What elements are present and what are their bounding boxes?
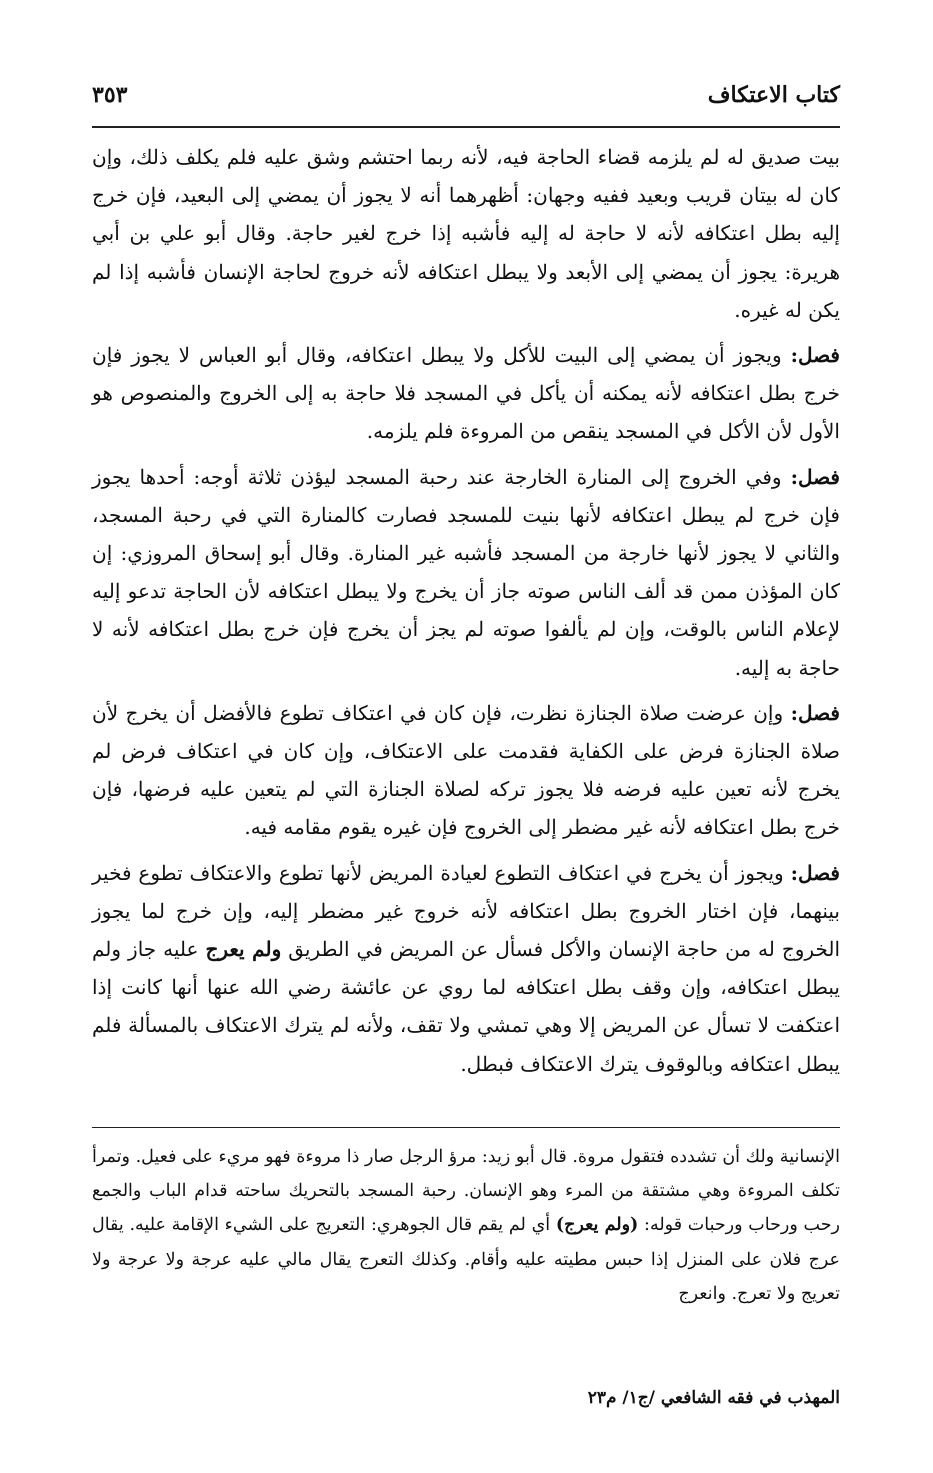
page-header bbox=[92, 82, 840, 116]
paragraph-2: فصل: ويجوز أن يمضي إلى البيت للأكل ولا يبطل اعتكافه، وقال أبو العباس لا يجوز فإن خرج بطل اعتكافه لأنه يمكنه أن يأكل في المسجد فلا حاجة به إلى الخروج والمنصوص هو الأول لأن الأكل في المسجد ينقص من المروءة فلم يلزمه. bbox=[92, 343, 840, 444]
footnote-text: الإنسانية ولك أن تشدده فتقول مروة. قال أبو زيد: مرؤ الرجل صار ذا مروءة فهو مريء على فعيل. وتمرأ تكلف المروءة وهي مشتقة من المرء وهو الإنسان. رحبة المسجد بالتحريك ساحته قدام الباب والجمع رحب ورحاب ورحبات قوله: (ولم يعرج) أي لم يقم قال الجوهري: التعريج على الشيء الإقامة عليه. يقال عرج فلان على المنزل إذا حبس مطيته عليه وأقام. وكذلك التعرج يقال مالي عليه عرجة ولا عرجة ولا تعريج ولا تعرج. وانعرج bbox=[92, 1147, 840, 1304]
header-divider bbox=[92, 126, 840, 128]
section-lead: فصل: bbox=[790, 464, 840, 489]
footnote bbox=[92, 1140, 840, 1311]
chapter-title: كتاب الاعتكاف bbox=[707, 82, 840, 108]
section-lead: فصل: bbox=[790, 860, 840, 885]
section-lead: فصل: bbox=[790, 343, 840, 368]
paragraph-1: بيت صديق له لم يلزمه قضاء الحاجة فيه، لأنه ربما احتشم وشق عليه فلم يكلف ذلك، وإن كان له بيتان قريب وبعيد ففيه وجهان: أظهرهما أنه لا يجوز أن يمضي إلى البعيد، فإن خرج إليه بطل اعتكافه لأنه لا حاجة له إليه فأشبه إذا خرج لغير حاجة. وقال أبو علي بن أبي هريرة: يجوز أن يمضي إلى الأبعد ولا يبطل اعتكافه لأنه خروج لحاجة الإنسان فأشبه إذا لم يكن له غيره. bbox=[92, 145, 840, 322]
paragraph-4: فصل: وإن عرضت صلاة الجنازة نظرت، فإن كان في اعتكاف تطوع فالأفضل أن يخرج لأن صلاة الجنازة فرض على الكفاية فقدمت على الاعتكاف، وإن كان في اعتكاف فرض لم يخرج لأنه تعين عليه فرضه فلا يجوز تركه لصلاة الجنازة التي لم يتعين عليه فرضها، فإن خرج بطل اعتكافه لأنه غير مضطر إلى الخروج فإن غيره يقوم مقامه فيه. bbox=[92, 700, 840, 840]
footnote-term: (ولم يعرج) bbox=[555, 1215, 639, 1236]
main-text bbox=[92, 138, 840, 1090]
paragraph-5: فصل: ويجوز أن يخرج في اعتكاف التطوع لعيادة المريض لأنها تطوع والاعتكاف تطوع فخير بينهما، فإن اختار الخروج بطل اعتكافه لأنه خروج غير مضطر إليه، وإن خرج لما يجوز الخروج له من حاجة الإنسان والأكل فسأل عن المريض في الطريق ولم يعرج عليه جاز ولم يبطل اعتكافه، وإن وقف بطل اعتكافه لما روي عن عائشة رضي الله عنها أنها كانت إذا اعتكفت لا تسأل عن المريض إلا وهي تمشي ولا تقف، ولأنه لم يترك الاعتكاف بالمسألة فلم يبطل اعتكافه وبالوقوف يترك الاعتكاف فبطل. bbox=[92, 860, 841, 1076]
page-signature: المهذب في فقه الشافعي /ج١/ م٢٣ bbox=[587, 1388, 840, 1408]
footnote-divider bbox=[92, 1127, 840, 1128]
highlighted-term: ولم يعرج bbox=[205, 937, 282, 962]
page-number: ٣٥٣ bbox=[92, 82, 128, 108]
section-lead: فصل: bbox=[790, 700, 840, 725]
paragraph-3: فصل: وفي الخروج إلى المنارة الخارجة عند رحبة المسجد ليؤذن ثلاثة أوجه: أحدها يجوز فإن خرج لم يبطل اعتكافه لأنها بنيت للمسجد فصارت كالمنارة التي في رحبة المسجد، والثاني لا يجوز لأنها خارجة من المسجد فأشبه غير المنارة. وقال أبو إسحاق المروزي: إن كان المؤذن ممن قد ألف الناس صوته جاز أن يخرج ولا يبطل اعتكافه لأن الحاجة تدعو إليه لإعلام الناس بالوقت، وإن لم يألفوا صوته لم يجز أن يخرج فإن خرج بطل اعتكافه لأنه لا حاجة به إليه. bbox=[92, 464, 840, 680]
